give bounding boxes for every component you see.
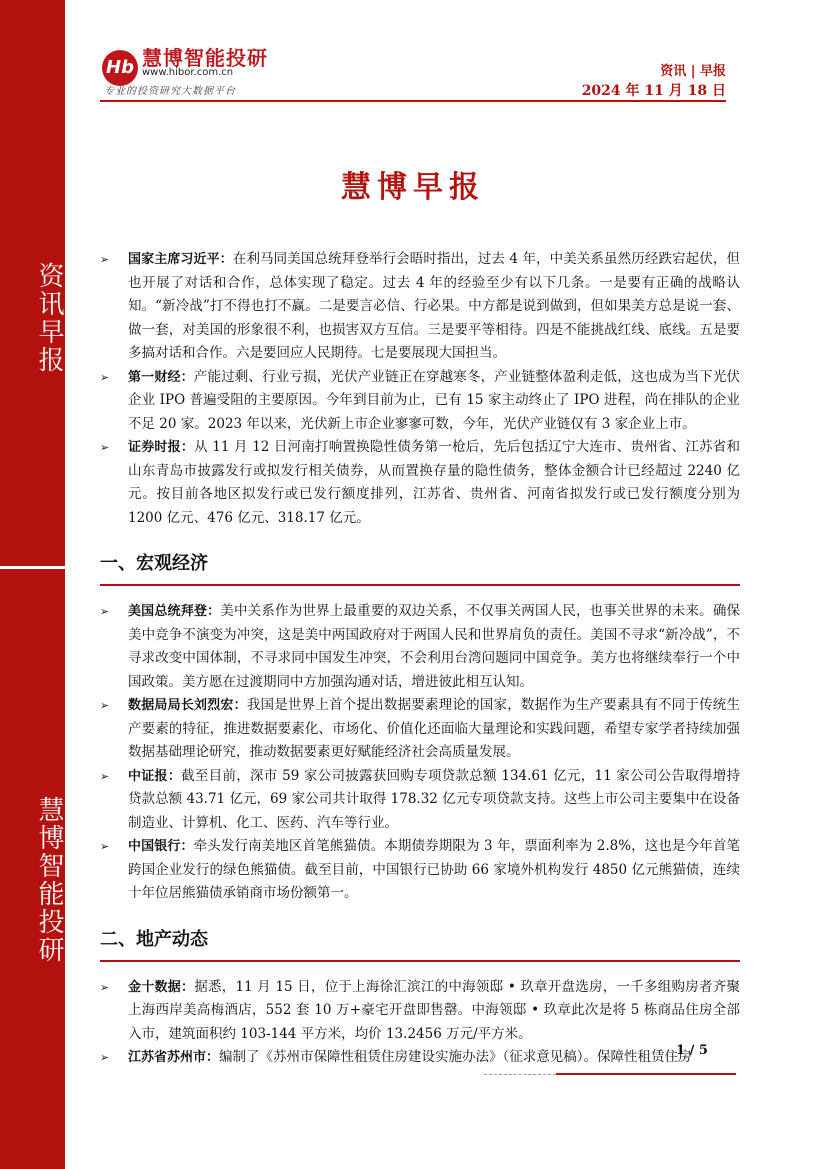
arrow-bullet-icon: ➢ — [100, 605, 110, 618]
news-item — [100, 1046, 740, 1070]
summary-item — [100, 248, 740, 366]
section-heading-real-estate: 二、地产动态 — [100, 906, 740, 962]
page-title: 慧博早报 — [341, 170, 485, 205]
summary-item — [100, 366, 740, 437]
summary-list — [100, 248, 740, 530]
news-item — [100, 976, 740, 1047]
header-rule — [100, 100, 726, 102]
item-text: 截至目前，深市 59 家公司披露获回购专项贷款总额 134.61 亿元，11 家公司公告取得增持贷款总额 43.71 亿元，69 家公司共计取得 178.32 亿元专项贷款支持。这些上市公司主要集中在设备制造业、计算机、化工、医药、汽车等行业。 — [128, 767, 740, 831]
brand-slogan: 专业的投资研究大数据平台 — [104, 86, 236, 97]
item-text: 编制了《苏州市保障性租赁住房建设实施办法》（征求意见稿）。保障性租赁住房 — [219, 1049, 692, 1065]
item-text: 在利马同美国总统拜登举行会晤时指出，过去 4 年，中美关系虽然历经跌宕起伏，但也开展了对话和合作，总体实现了稳定。过去 4 年的经验至少有以下几条。一是要有正确的战略认知。“新冷战”打不得也打不赢。二是要言必信、行必果。中方都是说到做到，但如果美方总是说一套、做一套，对美国的形象很不利，也损害双方互信。三是要平等相待。四是不能挑战红线、底线。五是要多搞对话和合作。六是要回应人民期待。七是要展现大国担当。 — [128, 251, 740, 361]
item-text: 美中关系作为世界上最重要的双边关系，不仅事关两国人民，也事关世界的未来。确保美中竞争不演变为冲突，这是美中两国政府对于两国人民和世界肩负的责任。美国不寻求“新冷战”，不寻求改变中国体制，不寻求同中国发生冲突，不会利用台湾问题同中国竞争。美方也将继续奉行一个中国政策。美方愿在过渡期同中方加强沟通对话，增进彼此相互认知。 — [128, 603, 740, 690]
item-source: 证券时报： — [128, 440, 195, 455]
arrow-bullet-icon: ➢ — [100, 980, 110, 994]
item-text: 从 11 月 12 日河南打响置换隐性债务第一枪后，先后包括辽宁大连市、贵州省、江苏省和山东青岛市披露发行或拟发行相关债券，从而置换存量的隐性债务，整体金额合计已经超过 2240 亿元。按目前各地区拟发行或已发行额度排列，江苏省、贵州省、河南省拟发行或已发行额度分别为 1200 亿元、476 亿元、318.17 亿元。 — [128, 439, 740, 526]
arrow-bullet-icon: ➢ — [100, 441, 110, 454]
macro-list — [100, 600, 740, 906]
item-text: 产能过剩、行业亏损，光伏产业链正在穿越寒冬，产业链整体盈利走低，这也成为当下光伏企业 IPO 普遍受阻的主要原因。今年到目前为止，已有 15 家主动终止了 IPO 进程，尚在排队的企业不足 20 家。2023 年以来，光伏新上市企业寥寥可数，今年，光伏产业链仅有 3 家企业上市。 — [128, 368, 740, 432]
header-category: 资讯 | 早报 — [660, 64, 726, 79]
real-estate-list — [100, 976, 740, 1070]
arrow-bullet-icon: ➢ — [100, 769, 110, 783]
arrow-bullet-icon: ➢ — [100, 253, 110, 266]
news-item — [100, 765, 740, 836]
item-text: 牵头发行南美地区首笔熊猫债。本期债券期限为 3 年，票面利率为 2.8%，这也是今年首笔跨国企业发行的绿色熊猫债。截至目前，中国银行已协助 66 家境外机构发行 4850 亿元熊猫债，连续十年位居熊猫债承销商市场份额第一。 — [128, 838, 740, 901]
item-source: 中国银行： — [128, 839, 194, 854]
item-source: 第一财经： — [128, 369, 194, 385]
sidebar-top-text: 资讯早报 — [34, 262, 64, 374]
item-text: 据悉，11 月 15 日，位于上海徐汇滨江的中海领邸 • 玖章开盘选房，一千多组购房者齐聚上海西岸美高梅酒店，552 套 10 万+豪宅开盘即售罄。中海领邸 • 玖章此次是将 5 栋商品住房全部入市，建筑面积约 103-144 平方米，均价 13.2456 万元/平方米。 — [128, 978, 740, 1042]
sidebar — [0, 0, 65, 1169]
section-heading-macro: 一、宏观经济 — [100, 530, 740, 586]
item-source: 中证报： — [128, 768, 182, 784]
sidebar-divider — [0, 566, 65, 569]
header-date: 2024 年 11 月 18 日 — [581, 83, 726, 99]
footer-rule-dashed — [484, 1074, 556, 1075]
brand-logo-icon: Hb — [102, 50, 138, 86]
arrow-bullet-icon: ➢ — [100, 370, 110, 384]
item-source: 国家主席习近平： — [128, 252, 233, 267]
report-content — [100, 248, 740, 1070]
item-source: 数据局局长刘烈宏： — [128, 698, 247, 713]
brand-url: www.hibor.com.cn — [142, 67, 234, 78]
footer-rule — [556, 1073, 736, 1075]
news-item — [100, 694, 740, 765]
news-item — [100, 600, 740, 694]
summary-item — [100, 436, 740, 530]
item-text: 我国是世界上首个提出数据要素理论的国家，数据作为生产要素具有不同于传统生产要素的特征，推进数据要素化、市场化、价值化还面临大量理论和实践问题，希望专家学者持续加强数据基础理论研究，推动数据要素更好赋能经济社会高质量发展。 — [128, 697, 740, 760]
item-source: 江苏省苏州市： — [128, 1050, 220, 1065]
arrow-bullet-icon: ➢ — [100, 1051, 110, 1064]
sidebar-bottom-text: 慧博智能投研 — [34, 796, 64, 964]
news-item — [100, 835, 740, 906]
brand-name: 慧博智能投研 — [142, 46, 268, 70]
arrow-bullet-icon: ➢ — [100, 840, 110, 853]
item-source: 金十数据： — [128, 979, 195, 995]
arrow-bullet-icon: ➢ — [100, 699, 110, 712]
page-number: 1 / 5 — [676, 1043, 708, 1058]
item-source: 美国总统拜登： — [128, 604, 221, 619]
